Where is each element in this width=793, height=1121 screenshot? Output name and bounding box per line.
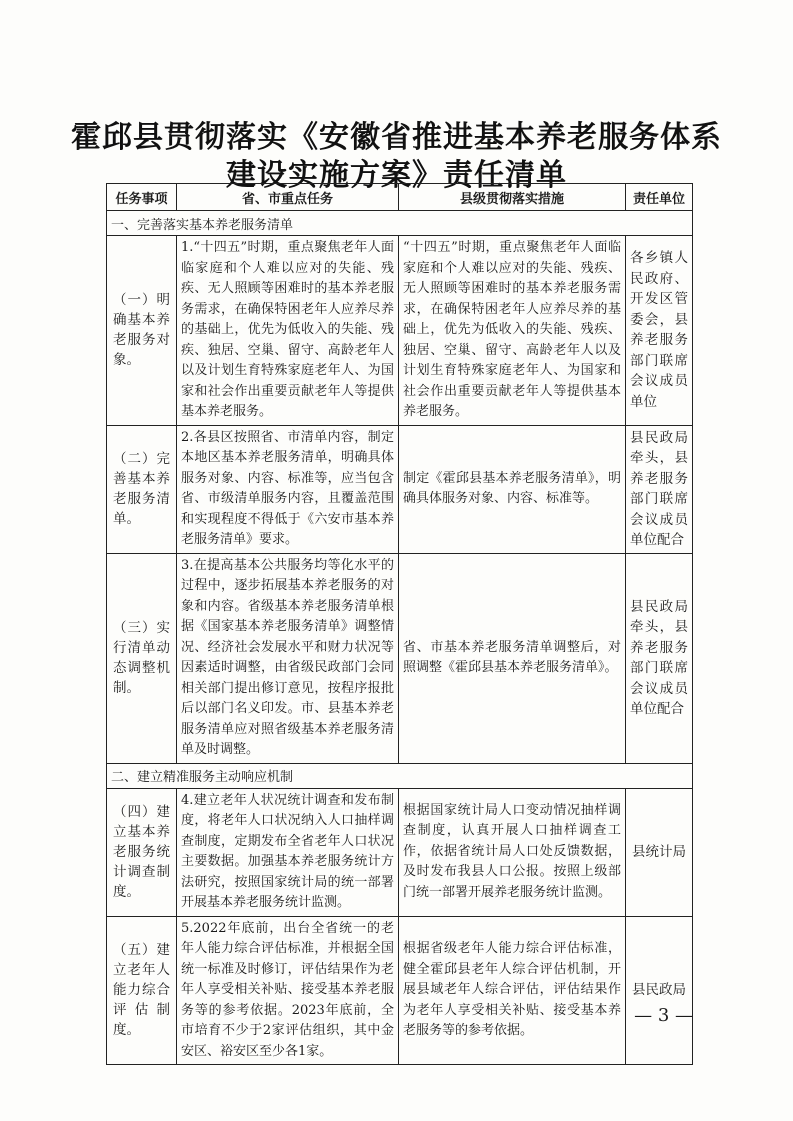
task-item-cell: （四）建立基本养老服务统计调查制度。 — [107, 788, 177, 916]
key-task-cell: 5.2022年底前，出台全省统一的老年人能力综合评估标准，并根据全国统一标准及时修订，评估结果作为老年人享受相关补贴、接受基本养老服务等的参考依据。2023年底前，全市培育不少于2家评估组织，其中金安区、裕安区至少各1家。 — [177, 916, 399, 1065]
key-task-cell: 3.在提高基本公共服务均等化水平的过程中，逐步拓展基本养老服务的对象和内容。省级基本养老服务清单根据《国家基本养老服务清单》调整情况、经济社会发展水平和财力状况等因素适时调整，由省级民政部门会同相关部门提出修订意见，按程序报批后以部门名义印发。市、县基本养老服务清单应对照省级基本养老服务清单及时调整。 — [177, 553, 399, 763]
table-row — [107, 553, 693, 763]
responsibility-table — [106, 183, 693, 1065]
table-header-row — [107, 184, 693, 211]
county-measure-cell: 省、市基本养老服务清单调整后，对照调整《霍邱县基本养老服务清单》。 — [399, 553, 626, 763]
responsible-unit-cell: 县民政局牵头，县养老服务部门联席会议成员单位配合 — [626, 425, 693, 553]
header-county-measure: 县级贯彻落实措施 — [399, 184, 626, 211]
section-heading: 二、建立精准服务主动响应机制 — [107, 763, 693, 788]
key-task-cell: 1.“十四五”时期，重点聚焦老年人面临家庭和个人难以应对的失能、残疾、无人照顾等困难时的基本养老服务需求，在确保特困老年人应养尽养的基础上，优先为低收入的失能、残疾、独居、空巢、留守、高龄老年人以及计划生育特殊家庭老年人、为国家和社会作出重要贡献老年人等提供基本养老服务。 — [177, 236, 399, 426]
task-item-cell: （二）完善基本养老服务清单。 — [107, 425, 177, 553]
header-key-task: 省、市重点任务 — [177, 184, 399, 211]
task-item-cell: （五）建立老年人能力综合评估制度。 — [107, 916, 177, 1065]
section-row — [107, 211, 693, 236]
key-task-cell: 4.建立老年人状况统计调查和发布制度，将老年人口状况纳入人口抽样调查制度，定期发布全省老年人口状况主要数据。加强基本养老服务统计方法研究，按照国家统计局的统一部署开展基本养老服务统计监测。 — [177, 788, 399, 916]
responsible-unit-cell: 县民政局牵头，县养老服务部门联席会议成员单位配合 — [626, 553, 693, 763]
header-responsible-unit: 责任单位 — [626, 184, 693, 211]
responsible-unit-cell: 县民政局 — [626, 916, 693, 1065]
county-measure-cell: 根据省级老年人能力综合评估标准，健全霍邱县老年人综合评估机制，开展县域老年人综合评估，评估结果作为老年人享受相关补贴、接受基本养老服务等的参考依据。 — [399, 916, 626, 1065]
task-item-cell: （三）实行清单动态调整机制。 — [107, 553, 177, 763]
document-title-line1: 霍邱县贯彻落实《安徽省推进基本养老服务体系 — [71, 120, 722, 155]
county-measure-cell: 根据国家统计局人口变动情况抽样调查制度，认真开展人口抽样调查工作，依据省统计局人口处反馈数据，及时发布我县人口公报。按照上级部门统一部署开展养老服务统计监测。 — [399, 788, 626, 916]
document-title-line2: 建设实施方案》责任清单 — [226, 158, 567, 193]
table-row — [107, 236, 693, 426]
header-task-item: 任务事项 — [107, 184, 177, 211]
county-measure-cell: 制定《霍邱县基本养老服务清单》，明确具体服务对象、内容、标准等。 — [399, 425, 626, 553]
table-row — [107, 916, 693, 1065]
responsible-unit-cell: 县统计局 — [626, 788, 693, 916]
county-measure-cell: “十四五”时期，重点聚焦老年人面临家庭和个人难以应对的失能、残疾、无人照顾等困难时的基本养老服务需求，在确保特困老年人应养尽养的基础上，优先为低收入的失能、残疾、独居、空巢、留守、高龄老年人以及计划生育特殊家庭老年人、为国家和社会作出重要贡献老年人等提供基本养老服务。 — [399, 236, 626, 426]
section-row — [107, 763, 693, 788]
key-task-cell: 2.各县区按照省、市清单内容，制定本地区基本养老服务清单，明确具体服务对象、内容、标准等，应当包含省、市级清单服务内容，且覆盖范围和实现程度不得低于《六安市基本养老服务清单》要求。 — [177, 425, 399, 553]
table-row — [107, 788, 693, 916]
section-heading: 一、完善落实基本养老服务清单 — [107, 211, 693, 236]
table-row — [107, 425, 693, 553]
responsible-unit-cell: 各乡镇人民政府、开发区管委会，县养老服务部门联席会议成员单位 — [626, 236, 693, 426]
task-item-cell: （一）明确基本养老服务对象。 — [107, 236, 177, 426]
page-number: — 3 — — [634, 1005, 693, 1026]
